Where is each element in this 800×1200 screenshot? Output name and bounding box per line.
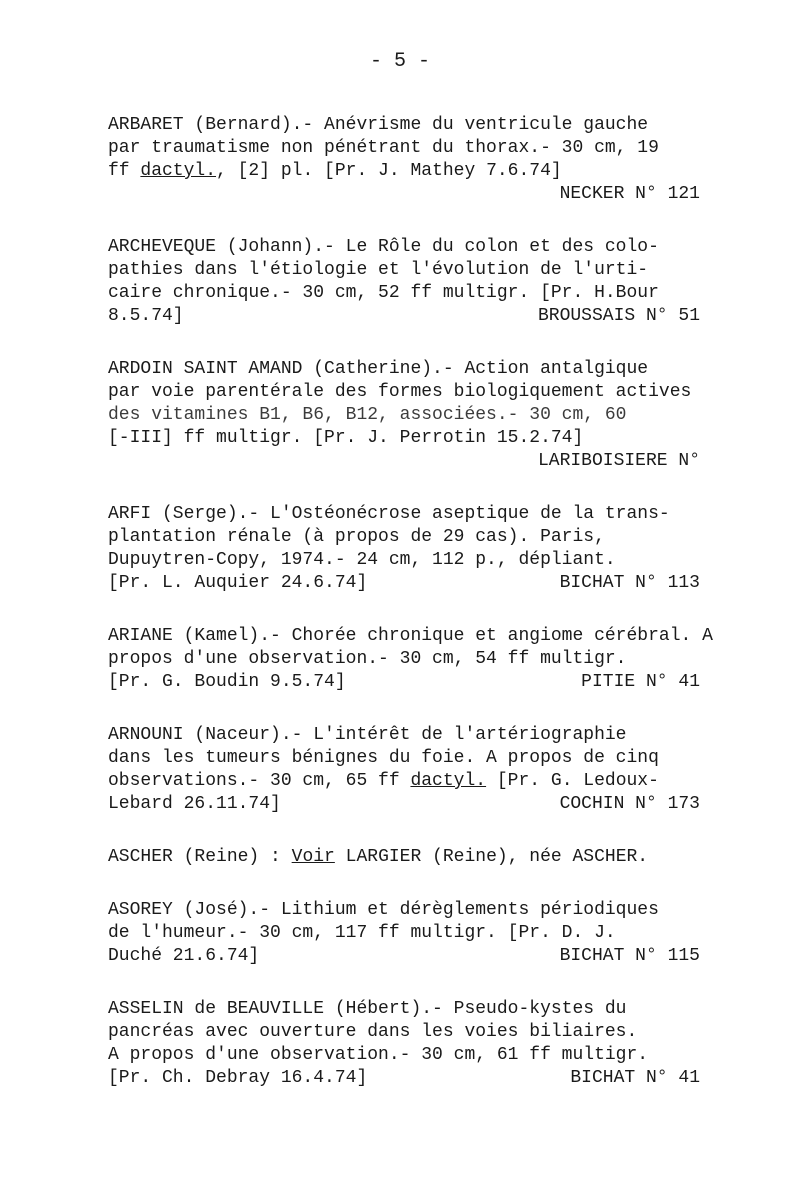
entry-last-line: [108, 671, 700, 694]
entry-text-line: [-III] ff multigr. [Pr. J. Perrotin 15.2.74]: [108, 428, 584, 448]
entry-text-line: de l'humeur.- 30 cm, 117 ff multigr. [Pr. D. J.: [108, 923, 616, 943]
entry-last-line: [108, 305, 700, 328]
underlined-text: dactyl.: [140, 161, 217, 181]
entry-text-line: ARDOIN SAINT AMAND (Catherine).- Action antalgique: [108, 359, 649, 379]
hospital-location: BICHAT N° 41: [570, 1068, 700, 1088]
bibliography-entry: [108, 899, 700, 968]
entry-text-line: ARNOUNI (Naceur).- L'intérêt de l'artériographie: [108, 725, 627, 745]
entry-last-line: [108, 793, 700, 816]
underlined-text: dactyl.: [410, 771, 487, 791]
entry-text-line: par voie parentérale des formes biologiquement actives: [108, 382, 692, 402]
hospital-location: BICHAT N° 113: [559, 573, 700, 593]
page-number: - 5 -: [369, 50, 430, 73]
entry-last-line: [108, 945, 700, 968]
entry-text: observations.- 30 cm, 65 ff: [108, 771, 411, 791]
entry-text-line: [108, 846, 700, 869]
bibliography-entry: [108, 114, 700, 206]
bibliography-entry: [108, 358, 700, 473]
bibliography-entry: [108, 503, 700, 595]
bibliography-list: [108, 114, 713, 1120]
entry-text: LARGIER (Reine), née ASCHER.: [334, 847, 649, 867]
entry-text-line: propos d'une observation.- 30 cm, 54 ff multigr.: [108, 649, 627, 669]
entry-text-line: des vitamines B1, B6, B12, associées.- 30 cm, 60: [108, 405, 627, 425]
hospital-location: BROUSSAIS N° 51: [537, 306, 700, 326]
bibliography-entry: [108, 236, 700, 328]
entry-text: [Pr. Ch. Debray 16.4.74]: [108, 1068, 368, 1088]
entry-text: Duché 21.6.74]: [108, 946, 260, 966]
entry-text: , [2] pl. [Pr. J. Mathey 7.6.74]: [216, 161, 562, 181]
entry-text: Lebard 26.11.74]: [108, 794, 281, 814]
entry-text-line: [108, 160, 700, 183]
entry-last-line: [108, 1067, 700, 1090]
entry-text-line: ARFI (Serge).- L'Ostéonécrose aseptique de la trans-: [108, 504, 670, 524]
entry-text-line: Dupuytren-Copy, 1974.- 24 cm, 112 p., dépliant.: [108, 550, 616, 570]
entry-text-line: plantation rénale (à propos de 29 cas). Paris,: [108, 527, 605, 547]
hospital-location: LARIBOISIERE N°: [537, 451, 700, 471]
entry-text-line: ARIANE (Kamel).- Chorée chronique et angiome cérébral. A: [108, 626, 713, 646]
entry-text: [Pr. G. Boudin 9.5.74]: [108, 672, 346, 692]
entry-text-line: ASSELIN de BEAUVILLE (Hébert).- Pseudo-kystes du: [108, 999, 627, 1019]
entry-text-line: caire chronique.- 30 cm, 52 ff multigr. [Pr. H.Bour: [108, 283, 659, 303]
bibliography-entry: [108, 998, 700, 1090]
entry-text: [Pr. L. Auquier 24.6.74]: [108, 573, 368, 593]
entry-text-line: ARCHEVEQUE (Johann).- Le Rôle du colon et des colo-: [108, 237, 659, 257]
cross-reference-entry: [108, 846, 700, 869]
entry-text-line: [108, 770, 700, 793]
bibliography-entry: [108, 625, 713, 694]
bibliography-entry: [108, 724, 700, 816]
entry-text: [Pr. G. Ledoux-: [486, 771, 659, 791]
entry-text: 8.5.74]: [108, 306, 184, 326]
hospital-location: NECKER N° 121: [559, 184, 700, 204]
entry-text-line: ASOREY (José).- Lithium et dérèglements périodiques: [108, 900, 659, 920]
entry-text-line: par traumatisme non pénétrant du thorax.- 30 cm, 19: [108, 138, 659, 158]
entry-text: ff: [108, 161, 141, 181]
entry-text: ASCHER (Reine) :: [108, 847, 292, 867]
entry-last-line: [108, 572, 700, 595]
entry-text-line: pathies dans l'étiologie et l'évolution de l'urti-: [108, 260, 649, 280]
hospital-location: COCHIN N° 173: [559, 794, 700, 814]
entry-text-line: A propos d'une observation.- 30 cm, 61 ff multigr.: [108, 1045, 649, 1065]
entry-text-line: pancréas avec ouverture dans les voies biliaires.: [108, 1022, 638, 1042]
see-reference: Voir: [291, 847, 335, 867]
entry-text-line: ARBARET (Bernard).- Anévrisme du ventricule gauche: [108, 115, 649, 135]
entry-text-line: dans les tumeurs bénignes du foie. A propos de cinq: [108, 748, 659, 768]
hospital-location: PITIE N° 41: [581, 672, 700, 692]
hospital-location: BICHAT N° 115: [559, 946, 700, 966]
